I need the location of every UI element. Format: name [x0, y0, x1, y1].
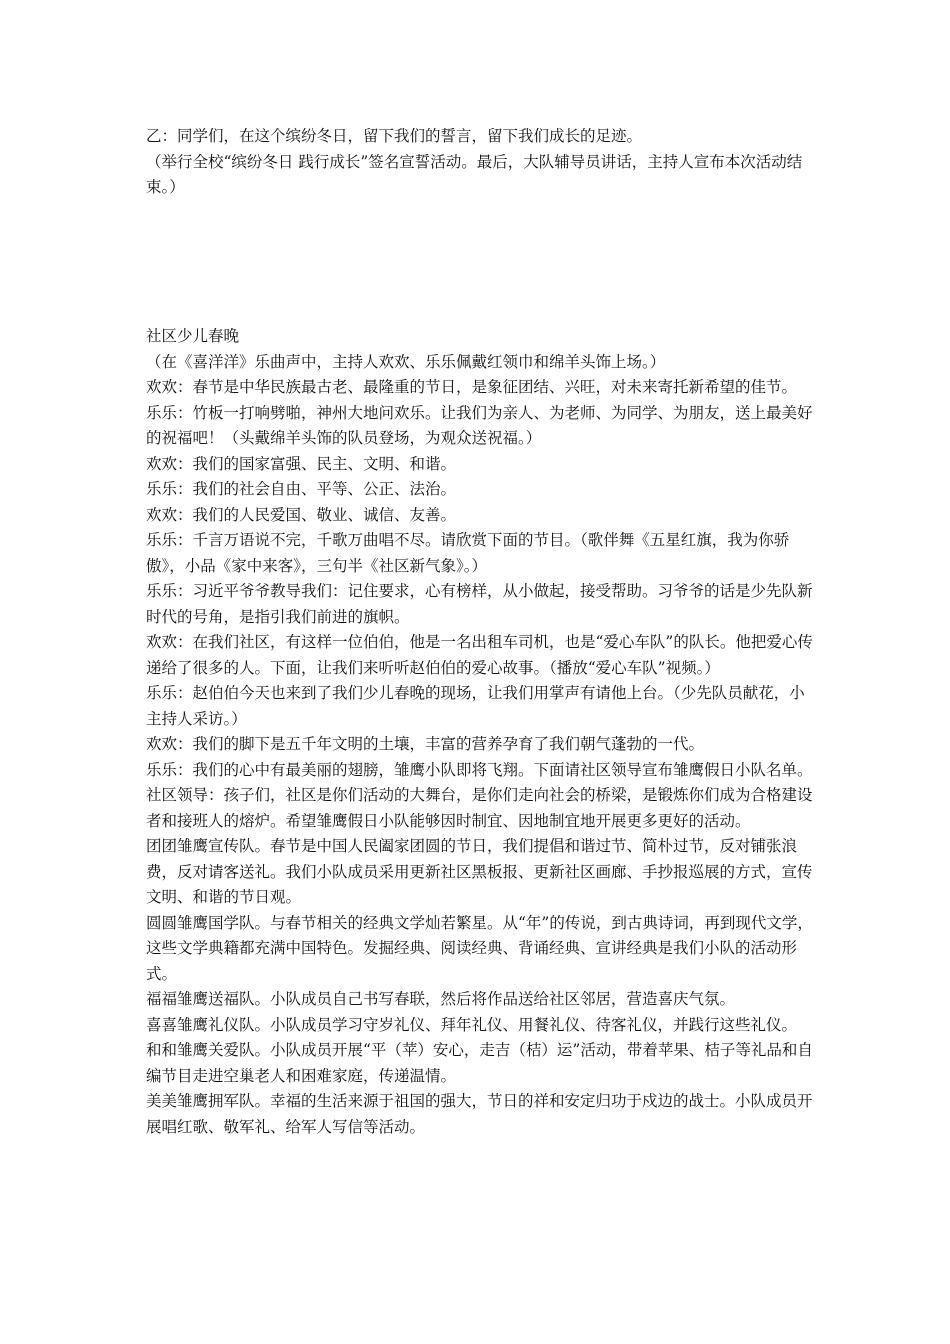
paragraph: 团团雏鹰宣传队。春节是中国人民阖家团圆的节日，我们提倡和谐过节、简朴过节，反对铺张浪费，反对请客送礼。我们小队成员采用更新社区黑板报、更新社区画廊、手抄报巡展的方式，宣传文明、和谐的节日观。: [146, 837, 813, 906]
paragraph: 乐乐：竹板一打响劈啪，神州大地问欢乐。让我们为亲人、为老师、为同学、为朋友，送上最美好的祝福吧！（头戴绵羊头饰的队员登场，为观众送祝福。）: [146, 403, 813, 447]
paragraph: 欢欢：我们的国家富强、民主、文明、和谐。: [146, 454, 457, 473]
paragraph: 乐乐：习近平爷爷教导我们：记住要求，心有榜样，从小做起，接受帮助。习爷爷的话是少先队新时代的号角，是指引我们前进的旗帜。: [146, 582, 813, 626]
paragraph: 福福雏鹰送福队。小队成员自己书写春联，然后将作品送给社区邻居，营造喜庆气氛。: [146, 990, 736, 1008]
paragraph: 乐乐：赵伯伯今天也来到了我们少儿春晚的现场，让我们用掌声有请他上台。（少先队员献花，小主持人采访。）: [146, 684, 805, 728]
paragraph: 和和雏鹰关爱队。小队成员开展“平（苹）安心，走吉（桔）运”活动，带着苹果、桔子等礼品和自编节目走进空巢老人和困难家庭，传递温情。: [146, 1041, 813, 1085]
dialogue-paragraph: 乙：同学们，在这个缤纷冬日，留下我们的誓言，留下我们成长的足迹。: [146, 127, 643, 145]
paragraph: 美美雏鹰拥军队。幸福的生活来源于祖国的强大，节日的祥和安定归功于戍边的战士。小队成员开展唱红歌、敬军礼、给军人写信等活动。: [146, 1092, 813, 1136]
paragraph: 圆圆雏鹰国学队。与春节相关的经典文学灿若繁星。从“年”的传说，到古典诗词，再到现代文学，这些文学典籍都充满中国特色。发掘经典、阅读经典、背诵经典、宣讲经典是我们小队的活动形式。: [146, 913, 813, 983]
paragraph: 乐乐：我们的心中有最美丽的翅膀，雏鹰小队即将飞翔。下面请社区领导宣布雏鹰假日小队名单。: [146, 760, 813, 779]
paragraph: 乐乐：我们的社会自由、平等、公正、法治。: [146, 480, 457, 498]
paragraph: （在《喜洋洋》乐曲声中，主持人欢欢、乐乐佩戴红领巾和绵羊头饰上场。）: [146, 352, 666, 371]
paragraph: 喜喜雏鹰礼仪队。小队成员学习守岁礼仪、拜年礼仪、用餐礼仪、待客礼仪，并践行这些礼仪。: [146, 1015, 798, 1034]
paragraph: 乐乐：千言万语说不完，千歌万曲唱不尽。请欣赏下面的节目。（歌伴舞《五星红旗，我为你骄傲》，小品《家中来客》，三句半《社区新气象》。）: [146, 531, 790, 575]
spring-gala-section: [146, 324, 814, 1140]
paragraph: 欢欢：在我们社区，有这样一位伯伯，他是一名出租车司机，也是“爱心车队”的队长。他把爱心传递给了很多的人。下面，让我们来听听赵伯伯的爱心故事。（播放“爱心车队”视频。）: [146, 633, 813, 677]
stage-direction-paragraph: （举行全校“缤纷冬日 践行成长”签名宣誓活动。最后，大队辅导员讲话，主持人宣布本次活动结束。）: [146, 152, 803, 196]
closing-section: [146, 124, 814, 201]
paragraph: 欢欢：春节是中华民族最古老、最隆重的节日，是象征团结、兴旺，对未来寄托新希望的佳节。: [146, 378, 798, 396]
section-title: 社区少儿春晚: [146, 327, 240, 345]
paragraph: 欢欢：我们的人民爱国、敬业、诚信、友善。: [146, 505, 457, 524]
paragraph: 社区领导：孩子们，社区是你们活动的大舞台，是你们走向社会的桥梁，是锻炼你们成为合格建设者和接班人的熔炉。希望雏鹰假日小队能够因时制宜、因地制宜地开展更多更好的活动。: [146, 786, 813, 830]
paragraph: 欢欢：我们的脚下是五千年文明的土壤，丰富的营养孕育了我们朝气蓬勃的一代。: [146, 735, 705, 753]
